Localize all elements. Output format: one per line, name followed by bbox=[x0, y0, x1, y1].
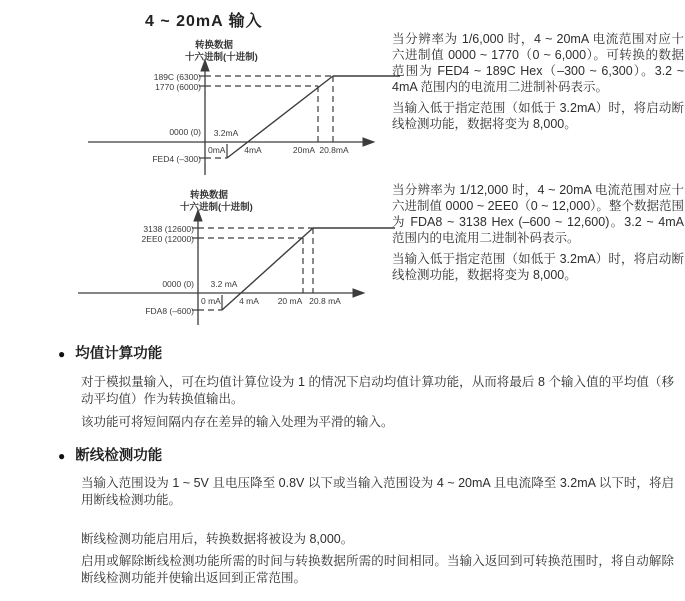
page-title: 4 ~ 20mA 输入 bbox=[145, 13, 263, 30]
x-tick-label: 20.8 mA bbox=[309, 296, 341, 306]
section-heading-label: 断线检测功能 bbox=[75, 448, 163, 464]
x-axis-arrow-icon bbox=[353, 289, 364, 297]
x-tick-label: 3.2 mA bbox=[210, 279, 238, 289]
section-heading-label: 均值计算功能 bbox=[75, 346, 163, 362]
y-tick-label: 0000 (0) bbox=[162, 279, 194, 289]
feature-sections bbox=[58, 344, 674, 587]
x-tick-label: 0mA bbox=[208, 145, 226, 155]
bullet-icon: ● bbox=[58, 449, 66, 463]
section-heading-wire-break bbox=[58, 446, 674, 466]
x-axis-arrow-icon bbox=[363, 138, 374, 146]
x-tick-label: 4mA bbox=[244, 145, 262, 155]
axis-title-line2: 十六进制(十进制) bbox=[180, 202, 253, 213]
paragraph: 该功能可将短间隔内存在差异的输入处理为平滑的输入。 bbox=[81, 415, 394, 429]
y-tick-label: 3138 (12600) bbox=[143, 224, 194, 234]
x-tick-label: 4 mA bbox=[239, 296, 259, 306]
axis-title-line1: 转换数据 bbox=[190, 190, 229, 201]
axis-title-line1: 转换数据 bbox=[195, 40, 234, 51]
paragraph: 当输入低于指定范围（如低于 3.2mA）时，将启动断线检测功能，数据将变为 8,000。 bbox=[392, 101, 684, 131]
y-tick-label: 2EE0 (12000) bbox=[141, 234, 194, 244]
x-tick-label: 20 mA bbox=[277, 296, 303, 306]
conversion-diagram-1 bbox=[58, 34, 408, 182]
y-tick-label: FED4 (–300) bbox=[152, 154, 201, 164]
x-tick-label: 20mA bbox=[292, 145, 316, 155]
paragraph: 当输入范围设为 1 ~ 5V 且电压降至 0.8V 以下或当输入范围设为 4 ~ 20mA 且电流降至 3.2mA 以下时，将启用断线检测功能。 bbox=[81, 476, 674, 507]
conversion-diagram-2 bbox=[58, 186, 408, 336]
x-tick-label: 0 mA bbox=[201, 296, 221, 306]
bullet-icon: ● bbox=[58, 347, 66, 361]
section-body-mean-value bbox=[81, 374, 674, 431]
paragraph: 断线检测功能启用后，转换数据将被设为 8,000。 bbox=[81, 532, 354, 546]
paragraph: 当分辨率为 1/6,000 时，4 ~ 20mA 电流范围对应十六进制值 0000 ~ 1770（0 ~ 6,000）。可转换的数据范围为 FED4 ~ 189C Hex（–300 ~ 6,300）。3.2 ~ 4mA 范围内的电流用二进制补码表示。 bbox=[392, 32, 684, 94]
paragraph: 对于模拟量输入，可在均值计算位设为 1 的情况下启动均值计算功能，从而将最后 8 个输入值的平均值（移动平均值）作为转换值输出。 bbox=[81, 375, 674, 406]
y-tick-label: 0000 (0) bbox=[169, 127, 201, 137]
axis-title-line2: 十六进制(十进制) bbox=[185, 52, 258, 63]
section-body-wire-break bbox=[81, 475, 674, 587]
resolution-6000-note bbox=[392, 31, 684, 137]
paragraph: 当输入低于指定范围（如低于 3.2mA）时，将启动断线检测功能，数据将变为 8,000。 bbox=[392, 252, 684, 282]
section-heading-mean-value bbox=[58, 344, 674, 364]
y-tick-label: FDA8 (–600) bbox=[145, 306, 194, 316]
x-tick-label: 20.8mA bbox=[319, 145, 349, 155]
y-tick-label: 189C (6300) bbox=[153, 72, 201, 82]
x-tick-label: 3.2mA bbox=[213, 128, 239, 138]
resolution-12000-note bbox=[392, 182, 684, 288]
axes bbox=[78, 210, 364, 325]
paragraph: 启用或解除断线检测功能所需的时间与转换数据所需的时间相同。当输入返回到可转换范围时，将自动解除断线检测功能并使输出返回到正常范围。 bbox=[81, 554, 674, 585]
paragraph: 当分辨率为 1/12,000 时，4 ~ 20mA 电流范围对应十六进制值 0000 ~ 2EE0（0 ~ 12,000）。整个数据范围为 FDA8 ~ 3138 Hex (–600 ~ 12,600)。3.2 ~ 4mA 范围内的电流用二进制补码表示。 bbox=[392, 183, 684, 245]
y-tick-label: 1770 (6000) bbox=[155, 82, 201, 92]
